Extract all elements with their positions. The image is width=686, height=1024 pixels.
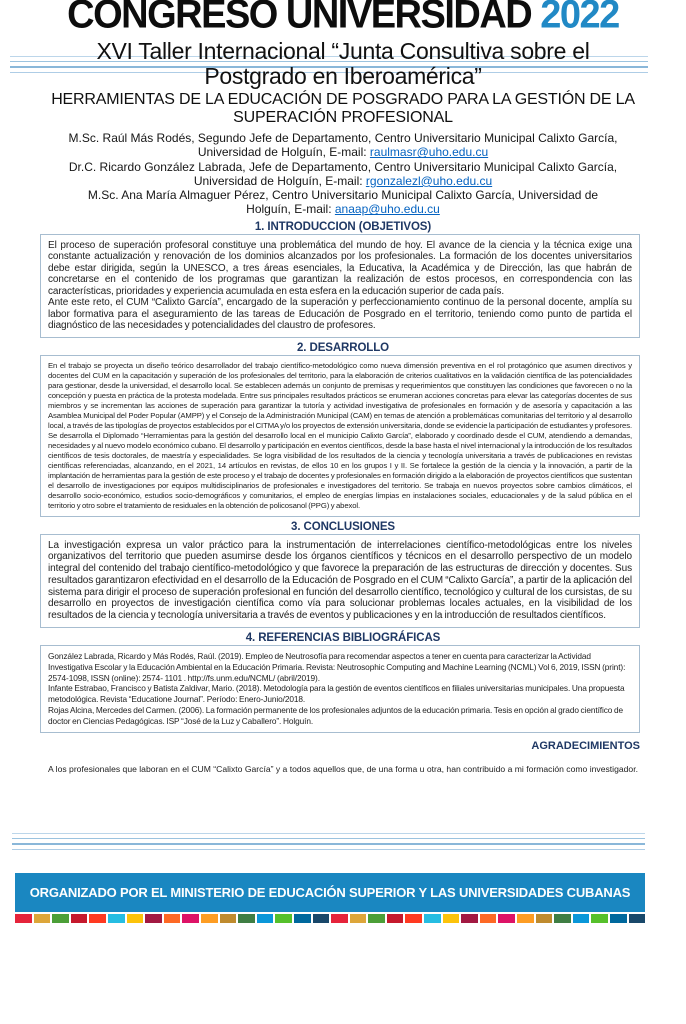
sdg-color-block [610,914,627,923]
sdg-color-block [368,914,385,923]
section-box-introduccion [40,234,640,338]
section-heading-introduccion: 1. INTRODUCCION (OBJETIVOS) [254,220,432,233]
acknowledgements-text: A los profesionales que laboran en el CUM “Calixto García” y a todos aquellos que, de una forma u otra, han contribuido a mi formación como investigador. [48,764,638,775]
decorative-lines-bottom [12,833,645,854]
sdg-stripe [15,914,645,923]
divider-line [12,849,645,850]
sdg-color-block [145,914,162,923]
reference-item: Infante Estrabao, Francisco y Batista Zaldivar, Mario. (2018). Metodología para la gestión de eventos científicos en filiales universitarias municipales. Una propuesta metodológica. Revista “Educatione Journal”. Período: Enero-Junio/2018. [48,683,625,705]
sdg-color-block [220,914,237,923]
sdg-color-block [313,914,330,923]
author-entry [65,131,621,160]
sdg-color-block [89,914,106,923]
sdg-color-block [498,914,515,923]
author-text: Dr.C. Ricardo González Labrada, Jefe de Departamento, Centro Universitario Municipal Calixto García, Universidad de Holguín, E-mail: [68,159,618,188]
authors-block [65,131,621,217]
sdg-color-block [424,914,441,923]
sdg-color-block [257,914,274,923]
divider-line [12,833,645,834]
sdg-color-block [71,914,88,923]
poster-title: HERRAMIENTAS DE LA EDUCACIÓN DE POSGRADO PARA LA GESTIÓN DE LA SUPERACIÓN PROFESIONAL [51,91,635,126]
author-email-link[interactable]: rgonzalezl@uho.edu.cu [365,173,493,188]
author-text: M.Sc. Ana María Almaguer Pérez, Centro Universitario Municipal Calixto García, Universidad de Holguín, E-mail: [87,188,599,217]
section-heading-referencias: 4. REFERENCIAS BIBLIOGRÁFICAS [245,631,441,644]
congress-title-text: CONGRESO UNIVERSIDAD [67,0,532,37]
sdg-color-block [517,914,534,923]
congress-title [0,0,686,38]
organizer-band: ORGANIZADO POR EL MINISTERIO DE EDUCACIÓN SUPERIOR Y LAS UNIVERSIDADES CUBANAS [15,873,645,912]
section-box-referencias [40,645,640,733]
sdg-color-block [275,914,292,923]
conclusiones-paragraph: La investigación expresa un valor práctico para la instrumentación de interrelaciones científico-metodológicas entre los niveles organizativos del territorio que pueden asumirse desde los órganos científicos y técnicos en el desarrollo perspectivo de un modelo integral del contenido del trabajo científico-metodológico y que favorece la preparación de las estructuras de dirección y docentes. Sus resultados garantizaron efectividad en el desarrollo de la Educación de Posgrado en el CUM “Calixto García”, a partir de la aplicación del sistema para dirigir el proceso de superación profesional en función del desarrollo científico, tecnológico y cultural de los cursistas, de su desarrollo en proyectos de investigación científica como vía para solucionar problemas locales actuales, en la visibilidad de los resultados de la ciencia y tecnología universitaria a través de eventos y publicaciones y en la introducción de resultados científicos. [48,539,632,621]
intro-paragraph: Ante este reto, el CUM “Calixto García”, encargado de la superación y perfeccionamiento continuo de la personal docente, amplía su labor formativa para el aseguramiento de las tareas de Educación de Posgrado en el territorio, teniendo como punto de partida el diagnóstico de las necesidades y potencialidades del claustro de profesores. [48,297,632,332]
section-box-conclusiones [40,534,640,628]
sdg-color-block [443,914,460,923]
sdg-color-block [15,914,32,923]
acknowledgements-heading: AGRADECIMIENTOS [531,740,640,753]
sdg-color-block [331,914,348,923]
sdg-color-block [108,914,125,923]
sdg-color-block [182,914,199,923]
section-heading-conclusiones: 3. CONCLUSIONES [291,520,395,533]
author-entry [65,160,621,189]
author-email-link[interactable]: anaap@uho.edu.cu [334,202,440,217]
reference-item: Rojas Alcina, Mercedes del Carmen. (2006). La formación permanente de los profesionales adjuntos de la educación primaria. Tesis en opción al grado científico de doctor en Ciencias Pedagógicas. ISP “José de la Luz y Caballero”. Holguín. [48,705,624,727]
sdg-color-block [201,914,218,923]
workshop-subtitle-block [0,39,686,89]
sdg-color-block [591,914,608,923]
author-entry [65,188,621,217]
author-text: M.Sc. Raúl Más Rodés, Segundo Jefe de Departamento, Centro Universitario Municipal Calixto García, Universidad de Holguín, E-mail: [68,131,618,160]
desarrollo-paragraph: En el trabajo se proyecta un diseño teórico desarrollador del trabajo científico-metodológico como nueva dimensión preventiva en el rol protagónico que asumen directivos y docentes del CUM en la capacitación y superación de los profesionales del territorio, para la elaboración de criterios cualitativos en la validación científica de las potencialidades para gestionar, desde la universidad, el desarrollo local. Se establecen además un conjunto de premisas y requerimientos que constituyen las condiciones que favorecen o no la concepción y puesta en práctica de la protesta modelada. Entre sus principales resultados prácticos se enumeran acciones concretas para elevar las categorías docentes de sus miembros y se incrementan las acciones de superación para garantizar la tutoría y actividad investigativa de profesionales en formación y de asesoría y capacitación a las Asamblea Municipal del Poder Popular (AMPP) y el Consejo de la Administración Municipal (CAM) en temas de atención a problemáticas comunitarias del territorio y al desarrollo local, a través de las tipologías de proyectos establecidos por el CITMA y/o los proyectos de extensión universitaria, donde se evidencie la participación de estudiantes y profesores. Se desarrolla el Diplomado “Herramientas para la gestión del desarrollo local en el municipio Calixto García”, elaborado y coordinado desde el CUM, atendiendo a demandas, necesidades y al nuevo modelo económico cubano. El desarrollo y participación en eventos científicos, desde la base hasta el nivel internacional y la introducción de los resultados científicos de tesis doctorales, de maestría y especialidades. Se logra visibilidad de los resultados de la ciencia y tecnología universitaria a través de publicaciones en revistas científicas referenciadas, alcanzando, en el 2021, 14 artículos en revistas, de ellos 10 en los grupos I y II. Se fortalece la gestión de la ciencia y la innovación, a partir de la implantación de herramientas para la gestión de este proceso y el trabajo de docentes y profesionales en formación dirigido a la elaboración de proyectos científicos que sustentan el desarrollo de investigaciones por equipos multidisciplinarios de profesionales e investigadores del territorio. Se trabaja en nuevos proyectos sobre cambios climáticos, el desarrollo socio-económico, estudios socio-demográficos y comunitarios, el empleo de energías limpias en instalaciones sociales, educacionales y de la salud pública en el territorio y otro sobre el tratamiento de residuales en la obtención de policosanol (PPG) y abexol. [48,360,632,510]
sdg-color-block [629,914,646,923]
sdg-color-block [405,914,422,923]
sdg-color-block [480,914,497,923]
sdg-color-block [294,914,311,923]
sdg-color-block [387,914,404,923]
intro-paragraph: El proceso de superación profesoral constituye una problemática del mundo de hoy. El avance de la ciencia y la técnica exige una constante actualización y renovación de los dominios alcanzados por los profesionales. La formación de los docentes universitarios debe estar dirigida, según la UNESCO, a tres áreas esenciales, la Educativa, la Académica y de Dirección, las que habrán de concretarse en el contenido de los programas que garantizan la realización de estos procesos, en correspondencia con las características, prioridades y experiencia acumulada en esta esfera en la educación superior de cada país. [48,239,632,297]
divider-line [12,838,645,839]
sdg-color-block [536,914,553,923]
sdg-color-block [127,914,144,923]
sdg-color-block [34,914,51,923]
section-heading-desarrollo: 2. DESARROLLO [297,341,389,354]
section-box-desarrollo [40,355,640,517]
workshop-title: XVI Taller Internacional “Junta Consultiva sobre el Postgrado en Iberoamérica” [96,38,590,89]
sdg-color-block [573,914,590,923]
author-email-link[interactable]: raulmasr@uho.edu.cu [369,145,489,160]
congress-year: 2022 [540,0,619,37]
sdg-color-block [554,914,571,923]
reference-item: González Labrada, Ricardo y Más Rodés, Raúl. (2019). Empleo de Neutrosofía para recomendar aspectos a tener en cuenta para caracterizar la Actividad Investigativa Escolar y la Educación Ambiental en la Educación Primaria. Revista: Neutrosophic Computing and Machine Learning (NCML) Vol 6, 2019, ISSN (print): 2574-1098, ISSN (online): 2574- 1101 . http://fs.unm.edu/NCML/ (abril/2019). [48,650,626,683]
divider-line [12,843,645,845]
sdg-color-block [461,914,478,923]
sdg-color-block [238,914,255,923]
sdg-color-block [52,914,69,923]
sdg-color-block [164,914,181,923]
sdg-color-block [350,914,367,923]
